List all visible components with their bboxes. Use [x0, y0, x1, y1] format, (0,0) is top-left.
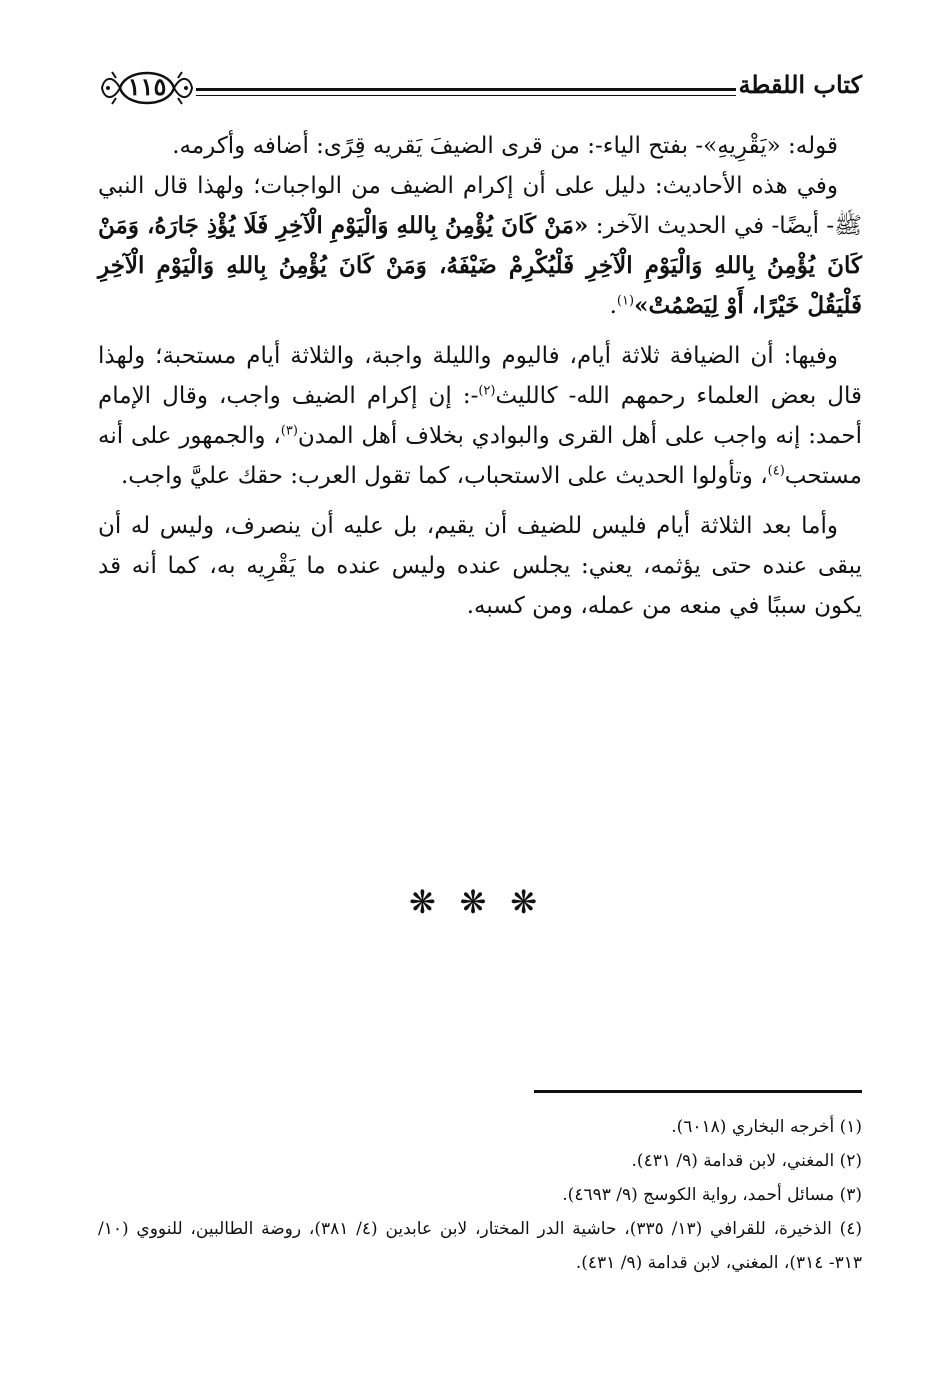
- footnote-2: (٢) المغني، لابن قدامة (٩/ ٤٣١).: [631, 1151, 862, 1171]
- footnote-4: (٤) الذخيرة، للقرافي (١٣/ ٣٣٥)، حاشية الدر المختار، لابن عابدين (٤/ ٣٨١)، روضة الطالبين، للنووي (١٠/ ٣١٣- ٣١٤)، المغني، لابن قدامة (٩/ ٤٣١).: [98, 1219, 862, 1273]
- page-number: ١١٥: [127, 72, 167, 101]
- flower-ornament-icon: ❋: [409, 883, 436, 921]
- paragraph-4: وأما بعد الثلاثة أيام فليس للضيف أن يقيم، بل عليه أن ينصرف، وليس له أن يبقى عنده حتى يؤثمه، يعني: يجلس عنده وليس عنده ما يَقْرِيه به، كما أنه قد يكون سببًا في منعه من عمله، ومن كسبه.: [98, 513, 862, 619]
- section-divider-ornament: [409, 882, 537, 922]
- paragraph-3-part-c: ، والجمهور على أنه مستحب: [98, 423, 862, 489]
- footnote-ref-2: (٢): [478, 383, 496, 399]
- flower-ornament-icon: ❋: [459, 883, 487, 921]
- paragraph-3-part-d: ، وتأولوا الحديث على الاستحباب، كما تقول العرب: حقك عليَّ واجب.: [120, 463, 768, 489]
- paragraph-2-end: .: [609, 293, 617, 319]
- hadith-quote: «مَنْ كَانَ يُؤْمِنُ بِاللهِ وَالْيَوْمِ الْآخِرِ فَلَا يُؤْذِ جَارَهُ، وَمَنْ كَانَ يُؤْمِنُ بِاللهِ وَالْيَوْمِ الْآخِرِ فَلْيُكْرِمْ ضَيْفَهُ، وَمَنْ كَانَ يُؤْمِنُ بِاللهِ وَالْيَوْمِ الْآخِرِ فَلْيَقُلْ خَيْرًا، أَوْ لِيَصْمُتْ»: [98, 212, 862, 319]
- footnote-3: (٣) مسائل أحمد، رواية الكوسج (٩/ ٤٦٩٣).: [562, 1185, 862, 1205]
- paragraph-3: [98, 336, 862, 496]
- footnote-ref-3: (٣): [280, 423, 298, 439]
- paragraph-3-part-a: وفيها: أن الضيافة ثلاثة أيام، فاليوم والليلة واجبة، والثلاثة أيام مستحبة؛ ولهذا قال بعض العلماء رحمهم الله- كالليث: [98, 343, 862, 409]
- paragraph-2-intro: وفي هذه الأحاديث: دليل على أن إكرام الضيف من الواجبات؛ ولهذا قال النبي ﷺ- أيضًا- في الحديث الآخر:: [98, 173, 862, 239]
- running-title: كتاب اللقطة: [738, 70, 862, 99]
- paragraph-1: قوله: «يَقْرِيهِ»- بفتح الياء-: من قرى الضيفَ يَقريه قِرًى: أضافه وأكرمه.: [172, 133, 838, 159]
- footnotes: [98, 1110, 862, 1280]
- main-text: [98, 126, 862, 636]
- footnote-ref-1: (١): [616, 293, 635, 309]
- page-header: [98, 62, 862, 118]
- footnote-1: (١) أخرجه البخاري (٦٠١٨).: [671, 1117, 862, 1137]
- paragraph-3-part-b: -: إن إكرام الضيف واجب، وقال الإمام أحمد: إنه واجب على أهل القرى والبوادي بخلاف أهل المدن: [98, 383, 862, 449]
- flower-ornament-icon: ❋: [510, 883, 537, 921]
- page-number-badge: [98, 64, 196, 112]
- header-rule: [196, 88, 736, 96]
- footnote-ref-4: (٤): [767, 463, 785, 479]
- footnote-separator: [534, 1090, 862, 1093]
- paragraph-2: [98, 166, 862, 326]
